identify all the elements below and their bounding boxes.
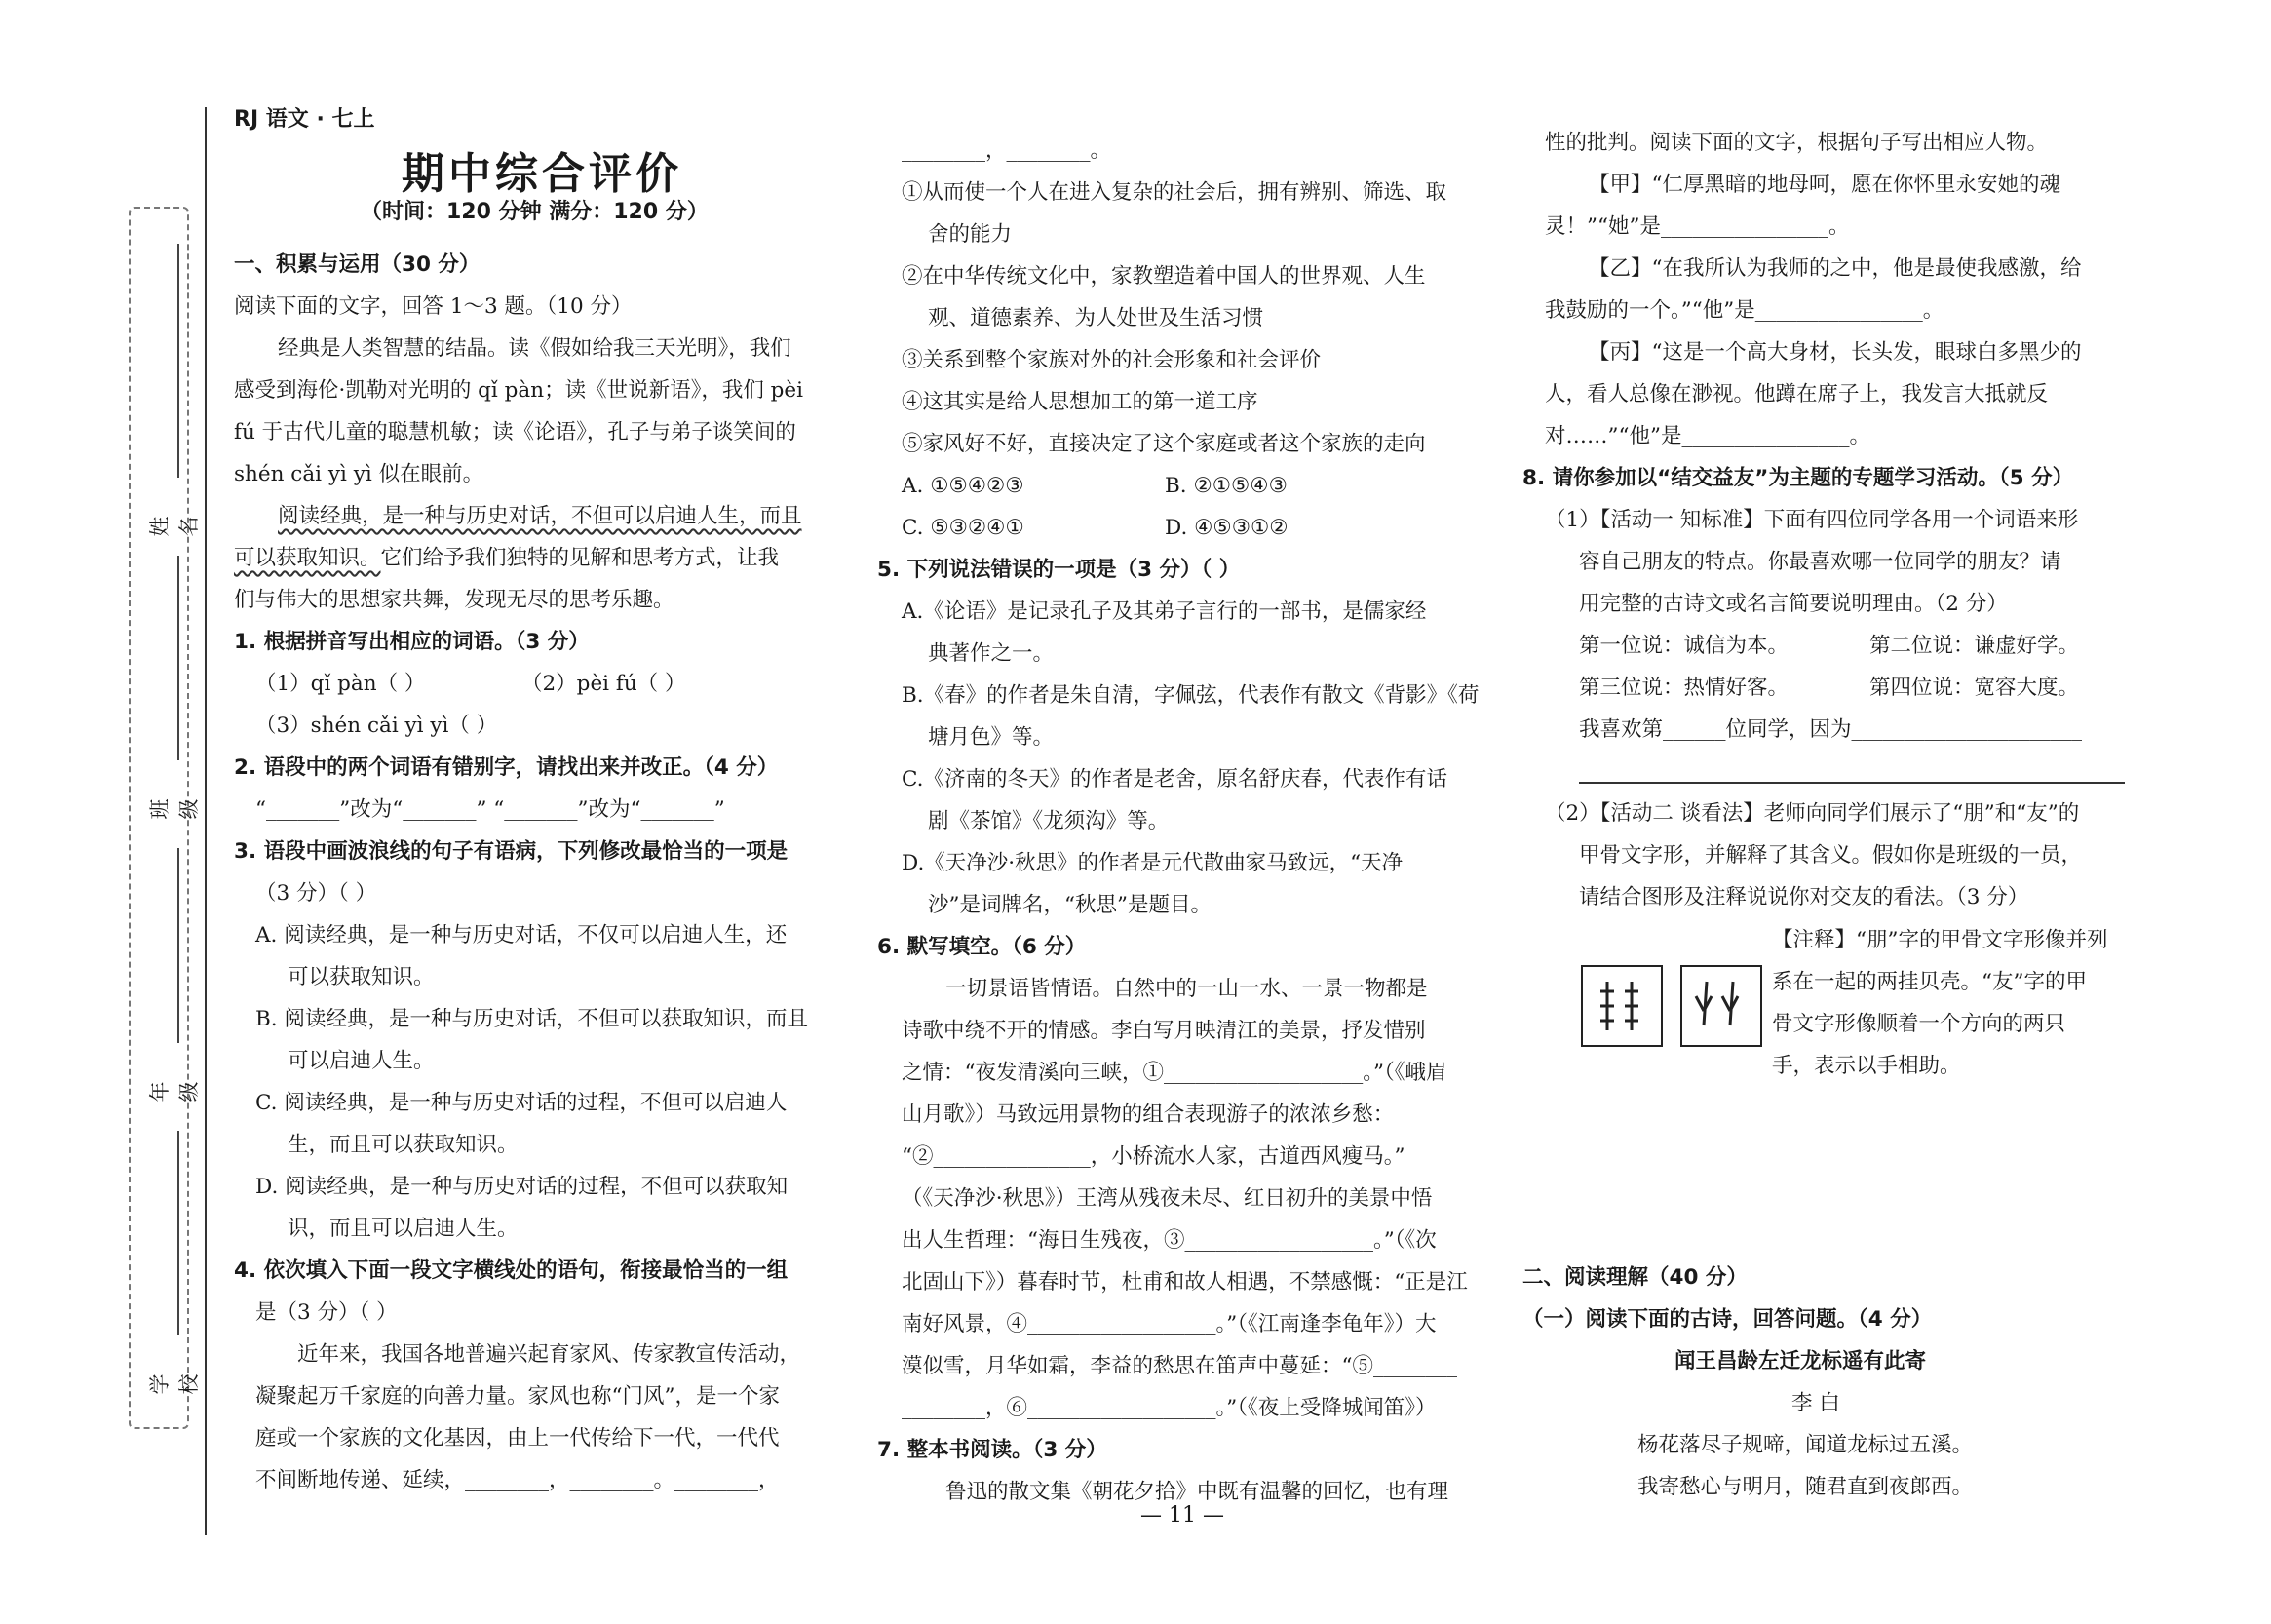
- q7-item-yi: 【乙】“在我所认为我师的之中，他是最使我感激，给: [1589, 256, 2082, 281]
- q7-answer-bing[interactable]: 对……”“他”是________________。: [1545, 424, 1870, 448]
- school-label: 学校: [148, 1373, 201, 1395]
- passage-line: 感受到海伦·凯勒对光明的 qǐ pàn；读《世说新语》，我们 pèi: [234, 378, 804, 403]
- q5-option-b[interactable]: B.《春》的作者是朱自清，字佩弦，代表作有散文《背影》《荷: [902, 683, 1480, 708]
- q8-activity-2-cont: 甲骨文字形，并解释了其含义。假如你是班级的一员，: [1579, 843, 2083, 868]
- name-field[interactable]: [177, 244, 179, 478]
- q6-passage-line: 北固山下》）暮春时节，杜甫和故人相遇，不禁感慨：“正是江: [902, 1270, 1468, 1295]
- q4-sentence-1-cont: 舍的能力: [928, 222, 1013, 247]
- q8-activity-1-cont: 容自己朋友的特点。你最喜欢哪一位同学的朋友？请: [1579, 550, 2061, 574]
- poem-line-1: 杨花落尽子规啼，闻道龙标过五溪。: [1637, 1433, 1974, 1457]
- q6-passage-line: 山月歌》）马致远用景物的组合表现游子的浓浓乡愁：: [902, 1102, 1395, 1127]
- peng-oracle-glyph: [1581, 965, 1663, 1047]
- wavy-sentence: 可以获取知识。: [234, 546, 381, 570]
- q6-blank-6[interactable]: ________，⑥__________________。”（《夜上受降城闻笛》）: [902, 1396, 1437, 1420]
- q5-option-b-cont: 塘月色》等。: [928, 725, 1055, 750]
- q4-sentence-2-cont: 观、道德素养、为人处世及生活习惯: [928, 306, 1264, 330]
- poem-title: 闻王昌龄左迁龙标遥有此寄: [1674, 1349, 1927, 1373]
- reading-instruction: 阅读下面的文字，回答 1～3 题。（10 分）: [234, 294, 633, 319]
- passage-line: 们与伟大的思想家共舞，发现无尽的思考乐趣。: [234, 588, 674, 612]
- q4-sentence-1: ①从而使一个人在进入复杂的社会后，拥有辨别、筛选、取: [902, 180, 1447, 205]
- q5-option-a[interactable]: A.《论语》是记录孔子及其弟子言行的一部书，是儒家经: [902, 599, 1427, 624]
- page-title: 期中综合评价: [402, 149, 682, 199]
- passage-line: shén cǎi yì yì 似在眼前。: [234, 462, 484, 486]
- wavy-sentence: 阅读经典，是一种与历史对话，不但可以启迪人生，而且: [278, 504, 802, 528]
- q3-option-c[interactable]: C. 阅读经典，是一种与历史对话的过程，不但可以启迪人: [255, 1091, 788, 1115]
- q4-option-a[interactable]: A. ①⑤④②③: [902, 474, 1024, 498]
- q4-sentence-5: ⑤家风好不好，直接决定了这个家庭或者这个家族的走向: [902, 432, 1426, 456]
- q1-item-2[interactable]: （2）pèi fú（ ）: [521, 672, 686, 696]
- passage-line: 经典是人类智慧的结晶。读《假如给我三天光明》，我们: [278, 336, 791, 361]
- question-3: 3. 语段中画波浪线的句子有语病，下列修改最恰当的一项是: [234, 839, 789, 864]
- question-6: 6. 默写填空。（6 分）: [877, 935, 1087, 959]
- q3-option-c-cont: 生，而且可以获取知识。: [288, 1133, 519, 1157]
- school-field[interactable]: [177, 1131, 179, 1335]
- question-4: 4. 依次填入下面一段文字横线处的语句，衔接最恰当的一组: [234, 1258, 789, 1283]
- q5-option-d[interactable]: D.《天净沙·秋思》的作者是元代散曲家马致远，“天净: [902, 851, 1404, 875]
- q4-sentence-4: ④这其实是给人思想加工的第一道工序: [902, 390, 1258, 414]
- page-number: — 11 —: [1140, 1503, 1224, 1527]
- grade-field[interactable]: [177, 848, 179, 1043]
- name-label: 姓名: [148, 516, 201, 537]
- passage-line: fú 于古代儿童的聪慧机敏；读《论语》，孔子与弟子谈笑间的: [234, 420, 796, 445]
- q6-blank-5[interactable]: 漠似雪，月华如霜，李益的愁思在笛声中蔓延：“⑤________: [902, 1354, 1457, 1378]
- question-5: 5. 下列说法错误的一项是（3 分）（ ）: [877, 558, 1241, 582]
- q7-item-bing: 【丙】“这是一个高大身材，长头发，眼球白多黑少的: [1589, 340, 2082, 365]
- series-label: RJ 语文 · 七上: [234, 107, 375, 132]
- q6-blank-1[interactable]: 之情：“夜发清溪向三峡，①___________________。”（《峨眉: [902, 1061, 1447, 1085]
- q8-activity-2-cont: 请结合图形及注释说说你对交友的看法。（3 分）: [1579, 885, 2029, 909]
- q4-option-c[interactable]: C. ⑤③②④①: [902, 516, 1024, 540]
- poem-author: 李 白: [1791, 1391, 1840, 1415]
- passage-text: 它们给予我们独特的见解和思考方式，让我: [380, 546, 780, 570]
- class-label: 班级: [148, 798, 201, 820]
- peng-glyph-icon: [1583, 967, 1661, 1045]
- class-field[interactable]: [177, 556, 179, 760]
- q4-option-b[interactable]: B. ②①⑤④③: [1165, 474, 1288, 498]
- annotation-line: 手，表示以手相助。: [1772, 1054, 1961, 1078]
- q5-option-c-cont: 剧《茶馆》《龙须沟》等。: [928, 809, 1170, 833]
- q2-answer-line[interactable]: “_______”改为“_______” “_______”改为“_______”: [255, 797, 725, 822]
- q7-item-bing-cont: 人，看人总像在渺视。他蹲在席子上，我发言大抵就反: [1545, 382, 2049, 406]
- binding-line: [205, 107, 207, 1535]
- you-oracle-glyph: [1680, 965, 1762, 1047]
- q7-answer-yi[interactable]: 我鼓励的一个。”“他”是________________。: [1545, 298, 1944, 323]
- q3-option-a-cont: 可以获取知识。: [288, 965, 435, 989]
- q3-option-b-cont: 可以启迪人生。: [288, 1049, 435, 1073]
- q8-student-2: 第二位说：谦虚好学。: [1869, 634, 2080, 658]
- passage-line: [234, 544, 779, 573]
- q4-sentence-3: ③关系到整个家族对外的社会形象和社会评价: [902, 348, 1322, 372]
- q7-passage-line: 鲁迅的散文集《朝花夕拾》中既有温馨的回忆，也有理: [945, 1480, 1449, 1504]
- q1-item-1[interactable]: （1）qǐ pàn（ ）: [255, 672, 426, 696]
- q5-option-d-cont: 沙”是词牌名，“秋思”是题目。: [928, 893, 1212, 917]
- q7-item-jia: 【甲】“仁厚黑暗的地母呵，愿在你怀里永安她的魂: [1589, 173, 2060, 197]
- q4-option-d[interactable]: D. ④⑤③①②: [1165, 516, 1289, 540]
- poem-line-2: 我寄愁心与明月，随君直到夜郎西。: [1637, 1475, 1974, 1499]
- q8-answer-line[interactable]: 我喜欢第______位同学，因为______________________: [1579, 717, 2083, 742]
- q8-activity-1-cont: 用完整的古诗文或名言简要说明理由。（2 分）: [1579, 592, 2008, 616]
- q4-passage-line: 庭或一个家族的文化基因，由上一代传给下一代，一代代: [255, 1426, 780, 1450]
- q4-sentence-2: ②在中华传统文化中，家教塑造着中国人的世界观、人生: [902, 264, 1426, 289]
- section-2-heading: 二、阅读理解（40 分）: [1522, 1265, 1748, 1290]
- q6-passage-line: （《天净沙·秋思》）王湾从残夜未尽、红日初升的美景中悟: [902, 1186, 1433, 1211]
- exam-info: （时间：120 分钟 满分：120 分）: [361, 200, 709, 224]
- q5-option-c[interactable]: C.《济南的冬天》的作者是老舍，原名舒庆春，代表作有话: [902, 767, 1448, 792]
- q4-passage-line: 不间断地传递、延续，________，________。________，: [255, 1468, 780, 1492]
- q6-passage-line: 诗歌中绕不开的情感。李白写月映清江的美景，抒发惜别: [902, 1019, 1426, 1043]
- q6-blank-4[interactable]: 南好风景，④__________________。”（《江南逢李龟年》）大: [902, 1312, 1437, 1336]
- question-8: 8. 请你参加以“结交益友”为主题的专题学习活动。（5 分）: [1522, 466, 2074, 490]
- q8-student-1: 第一位说：诚信为本。: [1579, 634, 1790, 658]
- q3-option-d[interactable]: D. 阅读经典，是一种与历史对话的过程，不但可以获取知: [255, 1175, 789, 1199]
- question-3-cont: （3 分）（ ）: [255, 881, 377, 906]
- q4-blank-line[interactable]: ________，________。: [902, 138, 1112, 163]
- q6-blank-3[interactable]: 出人生哲理：“海日生残夜，③__________________。”（《次: [902, 1228, 1437, 1253]
- q4-passage-line: 凝聚起万千家庭的向善力量。家风也称“门风”，是一个家: [255, 1384, 780, 1409]
- annotation-line: 骨文字形像顺着一个方向的两只: [1772, 1012, 2066, 1036]
- question-2: 2. 语段中的两个词语有错别字，请找出来并改正。（4 分）: [234, 755, 779, 780]
- annotation-line: 系在一起的两挂贝壳。“友”字的甲: [1772, 970, 2087, 994]
- question-1: 1. 根据拼音写出相应的词语。（3 分）: [234, 630, 590, 654]
- q3-option-b[interactable]: B. 阅读经典，是一种与历史对话，不但可以获取知识，而且: [255, 1007, 808, 1031]
- grade-label: 年级: [148, 1081, 201, 1102]
- poem-instruction: （一）阅读下面的古诗，回答问题。（4 分）: [1522, 1307, 1933, 1332]
- q8-activity-2: （2）【活动二 谈看法】老师向同学们展示了“朋”和“友”的: [1545, 801, 2080, 826]
- section-1-heading: 一、积累与运用（30 分）: [234, 252, 481, 277]
- q3-option-d-cont: 识，而且可以启迪人生。: [288, 1217, 519, 1241]
- annotation-line: 【注释】“朋”字的甲骨文字形像并列: [1772, 928, 2108, 952]
- q7-answer-jia[interactable]: 灵！”“她”是________________。: [1545, 214, 1850, 239]
- q1-item-3[interactable]: （3）shén cǎi yì yì（ ）: [255, 714, 498, 738]
- q8-activity-1: （1）【活动一 知标准】下面有四位同学各用一个词语来形: [1545, 508, 2079, 532]
- q8-student-3: 第三位说：热情好客。: [1579, 676, 1790, 700]
- q5-option-a-cont: 典著作之一。: [928, 641, 1055, 666]
- q7-passage-line: 性的批判。阅读下面的文字，根据句子写出相应人物。: [1545, 131, 2049, 155]
- q4-passage-line: 近年来，我国各地普遍兴起育家风、传家教宣传活动，: [297, 1342, 801, 1367]
- you-glyph-icon: [1682, 967, 1760, 1045]
- question-7: 7. 整本书阅读。（3 分）: [877, 1438, 1107, 1462]
- q3-option-a[interactable]: A. 阅读经典，是一种与历史对话，不仅可以启迪人生，还: [255, 923, 788, 947]
- q8-student-4: 第四位说：宽容大度。: [1869, 676, 2080, 700]
- q6-passage-line: 一切景语皆情语。自然中的一山一水、一景一物都是: [945, 977, 1428, 1001]
- q6-blank-2[interactable]: “②_______________，小桥流水人家，古道西风瘦马。”: [902, 1144, 1405, 1169]
- question-4-cont: 是（3 分）（ ）: [255, 1300, 398, 1325]
- q8-answer-underline[interactable]: [1579, 782, 2125, 784]
